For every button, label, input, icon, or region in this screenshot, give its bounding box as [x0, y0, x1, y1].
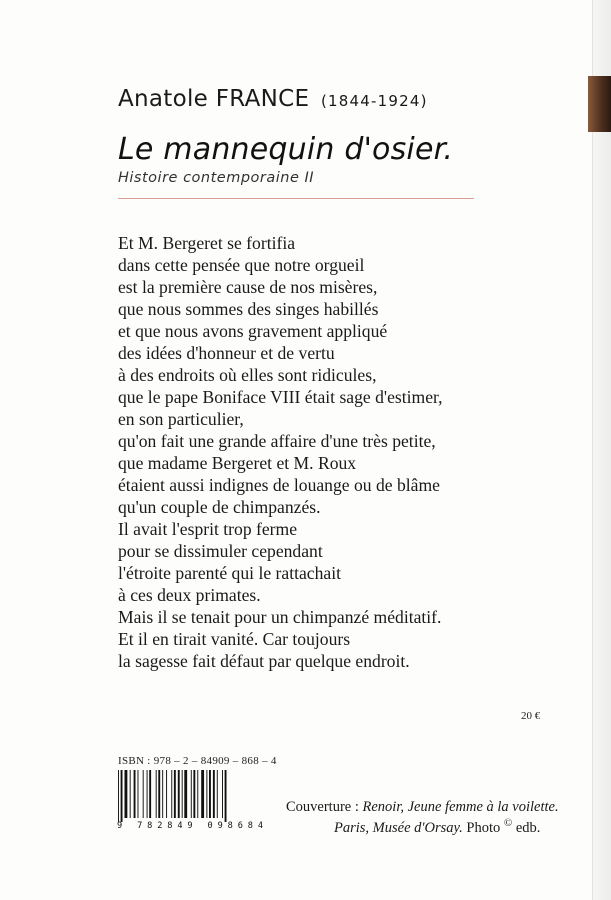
excerpt-line: qu'un couple de chimpanzés. — [118, 497, 321, 517]
credit-line-2 — [286, 818, 586, 839]
price-label: 20 € — [521, 710, 541, 722]
isbn-number: ISBN : 978 – 2 – 84909 – 868 – 4 — [118, 755, 277, 767]
excerpt-text — [118, 232, 443, 672]
excerpt-line: des idées d'honneur et de vertu — [118, 343, 335, 363]
excerpt-line: Il avait l'esprit trop ferme — [118, 519, 298, 539]
title-divider — [118, 198, 474, 199]
barcode — [116, 770, 266, 830]
excerpt-line: pour se dissimuler cependant — [118, 541, 323, 561]
excerpt-line: Mais il se tenait pour un chimpanzé méditatif. — [118, 607, 442, 627]
excerpt-line: à des endroits où elles sont ridicules, — [118, 365, 377, 385]
author-line — [118, 86, 428, 112]
spine-edge — [592, 0, 611, 900]
excerpt-line: que nous sommes des singes habillés — [118, 299, 379, 319]
credit-label: Couverture : — [286, 799, 359, 815]
excerpt-line: Et M. Bergeret se fortifia — [118, 233, 296, 253]
credit-photo-label: Photo — [466, 820, 501, 836]
barcode-bars — [118, 770, 227, 822]
excerpt-line: que madame Bergeret et M. Roux — [118, 453, 357, 473]
cover-credit — [286, 797, 586, 839]
credit-painter: Renoir, — [362, 799, 404, 815]
credit-location: Paris, Musée d'Orsay. — [334, 820, 463, 836]
excerpt-line: à ces deux primates. — [118, 585, 261, 605]
credit-painting: Jeune femme à la voilette. — [407, 799, 559, 815]
excerpt-line: la sagesse fait défaut par quelque endroit. — [118, 651, 410, 671]
excerpt-line: en son particulier, — [118, 409, 244, 429]
credit-photographer: edb. — [515, 820, 541, 836]
barcode-digits: 9 782849 098684 — [117, 821, 263, 830]
author-dates: (1844-1924) — [320, 92, 428, 110]
excerpt-line: que le pape Boniface VIII était sage d'estimer, — [118, 387, 443, 407]
excerpt-line: étaient aussi indignes de louange ou de blâme — [118, 475, 440, 495]
copyright-symbol: © — [503, 817, 513, 830]
excerpt-line: Et il en tirait vanité. Car toujours — [118, 629, 351, 649]
book-title: Le mannequin d'osier. — [118, 132, 454, 167]
book-subtitle: Histoire contemporaine II — [118, 170, 315, 186]
excerpt-line: et que nous avons gravement appliqué — [118, 321, 388, 341]
excerpt-line: qu'on fait une grande affaire d'une très petite, — [118, 431, 436, 451]
excerpt-line: est la première cause de nos misères, — [118, 277, 378, 297]
excerpt-line: dans cette pensée que notre orgueil — [118, 255, 365, 275]
author-name: Anatole FRANCE — [118, 86, 310, 112]
excerpt-line: l'étroite parenté qui le rattachait — [118, 563, 341, 583]
credit-line-1 — [286, 797, 586, 818]
spine-color-tab — [588, 76, 611, 132]
